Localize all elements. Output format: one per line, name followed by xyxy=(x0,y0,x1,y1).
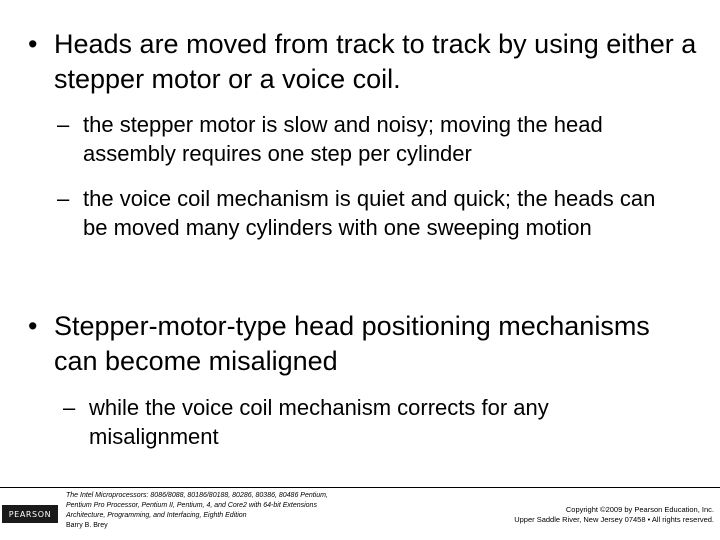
citation-line: The Intel Microprocessors: 8086/8088, 80186/80188, 80286, 80386, 80486 Pentium, xyxy=(66,492,328,499)
footer-divider xyxy=(0,487,720,488)
citation-line: Architecture, Programming, and Interfacing, Eighth Edition xyxy=(66,512,247,519)
pearson-logo: PEARSON xyxy=(2,505,58,523)
sub-bullet-marker: – xyxy=(57,112,70,137)
copyright-line: Copyright ©2009 by Pearson Education, Inc. xyxy=(565,505,714,514)
footer xyxy=(0,487,720,540)
bullet-marker: • xyxy=(28,29,38,59)
citation-author: Barry B. Brey xyxy=(66,522,108,529)
copyright-line: Upper Saddle River, New Jersey 07458 • All rights reserved. xyxy=(514,515,714,524)
bullet-text: Heads are moved from track to track by using either a stepper motor or a voice coil. xyxy=(54,29,697,94)
sub-bullet-text: the stepper motor is slow and noisy; moving the head assembly requires one step per cylinder xyxy=(83,112,603,166)
citation-line: Pentium Pro Processor, Pentium II, Pentium, 4, and Core2 with 64-bit Extensions xyxy=(66,502,317,509)
sub-bullet-marker: – xyxy=(63,395,76,420)
sub-bullet-text: the voice coil mechanism is quiet and quick; the heads can be moved many cylinders with one sweeping motion xyxy=(83,186,656,240)
bullet-marker: • xyxy=(28,311,38,341)
sub-bullet-marker: – xyxy=(57,186,70,211)
sub-bullet-text: while the voice coil mechanism corrects for any misalignment xyxy=(89,395,549,449)
bullet-text: Stepper-motor-type head positioning mechanisms can become misaligned xyxy=(54,311,650,376)
copyright-notice xyxy=(414,505,714,525)
book-citation xyxy=(66,491,426,531)
